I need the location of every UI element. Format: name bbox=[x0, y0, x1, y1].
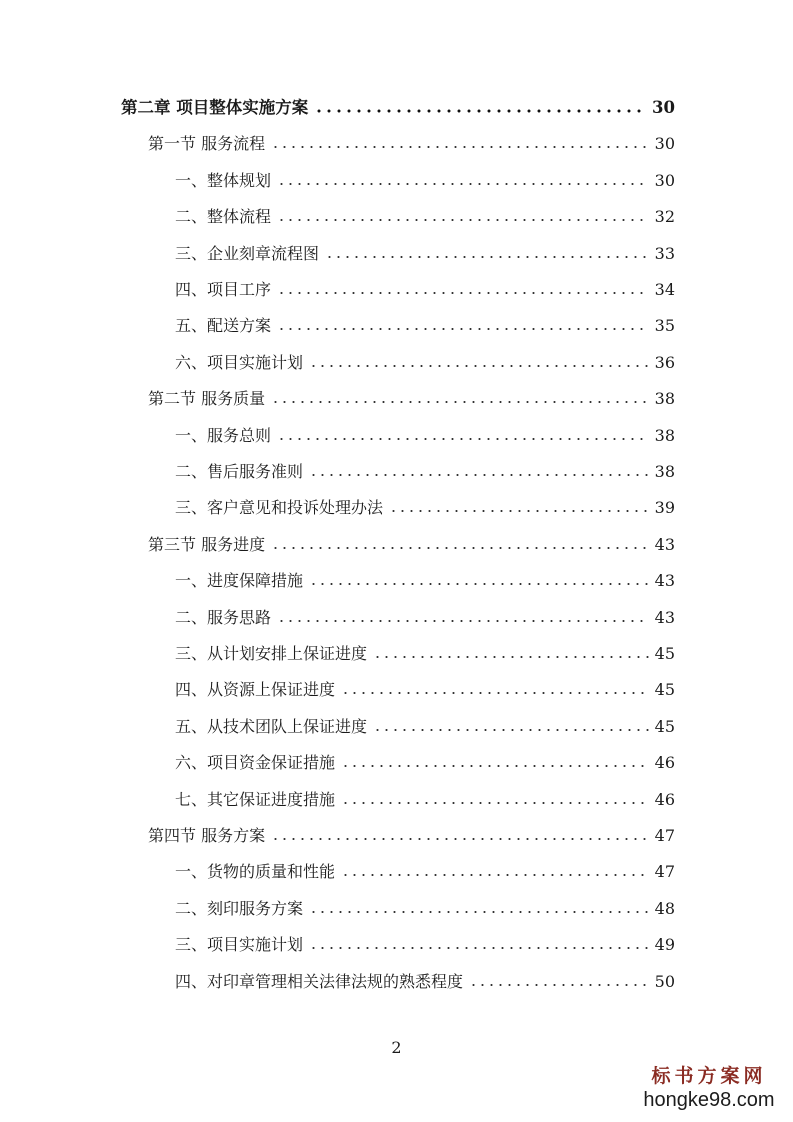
toc-section-row bbox=[148, 531, 675, 555]
watermark-logo bbox=[639, 1064, 779, 1112]
toc-dot-leader bbox=[314, 108, 646, 114]
toc-section-row bbox=[148, 130, 675, 154]
toc-section-row bbox=[148, 385, 675, 409]
toc-dot-leader bbox=[341, 872, 649, 878]
toc-entry-title: 一、整体规划 bbox=[175, 170, 272, 190]
toc-entry-title: 第四节 服务方案 bbox=[148, 826, 266, 845]
toc-entry-title: 三、项目实施计划 bbox=[175, 935, 304, 955]
toc-item-row bbox=[175, 276, 675, 300]
toc-entry-page: 43 bbox=[654, 607, 675, 627]
toc-entry-title: 六、项目实施计划 bbox=[175, 352, 304, 372]
toc-entry-page: 34 bbox=[654, 280, 675, 299]
toc-chapter-row bbox=[121, 94, 675, 118]
toc-item-row bbox=[175, 895, 675, 919]
toc-item-row bbox=[175, 713, 675, 737]
toc-dot-leader bbox=[277, 217, 649, 223]
toc-entry-title: 一、货物的质量和性能 bbox=[175, 862, 336, 882]
toc-dot-leader bbox=[309, 945, 649, 951]
toc-entry-title: 一、服务总则 bbox=[175, 425, 272, 445]
toc-entry-page: 38 bbox=[654, 462, 675, 481]
toc-dot-leader bbox=[271, 836, 649, 842]
toc-entry-page: 46 bbox=[654, 753, 675, 773]
toc-entry-title: 四、从资源上保证进度 bbox=[175, 680, 336, 700]
toc-entry-title: 七、其它保证进度措施 bbox=[175, 789, 336, 809]
toc-item-row bbox=[175, 786, 675, 810]
toc-entry-title: 四、对印章管理相关法律法规的熟悉程度 bbox=[175, 971, 464, 991]
toc-entry-title: 一、进度保障措施 bbox=[175, 571, 304, 591]
toc-entry-page: 33 bbox=[654, 243, 675, 263]
toc-entry-page: 47 bbox=[654, 862, 675, 882]
toc-dot-leader bbox=[271, 399, 649, 405]
toc-entry-title: 三、企业刻章流程图 bbox=[175, 243, 320, 263]
watermark-text-cn: 标书方案网 bbox=[651, 1065, 767, 1087]
toc-entry-page: 35 bbox=[654, 316, 675, 336]
toc-item-row bbox=[175, 494, 675, 518]
toc-entry-page: 38 bbox=[654, 389, 675, 409]
toc-dot-leader bbox=[325, 254, 649, 260]
toc-entry-page: 30 bbox=[654, 134, 675, 154]
toc-entry-page: 43 bbox=[654, 571, 675, 591]
toc-entry-title: 二、服务思路 bbox=[175, 607, 272, 627]
toc-dot-leader bbox=[373, 727, 649, 733]
toc-item-row bbox=[175, 640, 675, 664]
toc-entry-title: 二、整体流程 bbox=[175, 207, 272, 227]
toc-dot-leader bbox=[341, 690, 649, 696]
toc-entry-page: 38 bbox=[654, 425, 675, 445]
watermark-text-en: hongke98.com bbox=[643, 1089, 775, 1111]
toc-item-row bbox=[175, 349, 675, 373]
toc-entry-title: 二、售后服务准则 bbox=[175, 462, 304, 481]
toc-dot-leader bbox=[309, 909, 649, 915]
toc-dot-leader bbox=[277, 290, 649, 296]
toc-entry-page: 36 bbox=[654, 352, 675, 372]
toc-entry-title: 六、项目资金保证措施 bbox=[175, 753, 336, 773]
toc-item-row bbox=[175, 567, 675, 591]
toc-dot-leader bbox=[277, 436, 649, 442]
toc-item-row bbox=[175, 167, 675, 191]
toc-item-row bbox=[175, 458, 675, 482]
toc-item-row bbox=[175, 422, 675, 446]
toc-item-row bbox=[175, 968, 675, 992]
toc-dot-leader bbox=[373, 654, 649, 660]
toc-section-row bbox=[148, 822, 675, 846]
toc-entry-page: 45 bbox=[654, 644, 675, 663]
toc-dot-leader bbox=[277, 326, 649, 332]
toc-item-row bbox=[175, 676, 675, 700]
toc-item-row bbox=[175, 604, 675, 628]
toc-item-row bbox=[175, 203, 675, 227]
toc-entry-title: 二、刻印服务方案 bbox=[175, 898, 304, 918]
toc-entry-page: 50 bbox=[654, 971, 675, 991]
toc-entry-title: 第二章 项目整体实施方案 bbox=[121, 98, 309, 117]
toc-entry-title: 三、从计划安排上保证进度 bbox=[175, 644, 368, 663]
toc-dot-leader bbox=[309, 472, 649, 478]
toc-item-row bbox=[175, 858, 675, 882]
toc-item-row bbox=[175, 931, 675, 955]
toc-entry-page: 32 bbox=[654, 207, 675, 227]
toc-entry-title: 第三节 服务进度 bbox=[148, 534, 266, 554]
toc-item-row bbox=[175, 240, 675, 264]
toc-dot-leader bbox=[341, 800, 649, 806]
toc-entry-page: 39 bbox=[654, 498, 675, 518]
toc-dot-leader bbox=[277, 618, 649, 624]
toc-entry-page: 45 bbox=[654, 716, 675, 736]
toc-entry-page: 47 bbox=[654, 826, 675, 845]
toc-dot-leader bbox=[389, 508, 649, 514]
toc-entry-title: 五、从技术团队上保证进度 bbox=[175, 716, 368, 736]
toc-dot-leader bbox=[309, 581, 649, 587]
toc-entry-page: 45 bbox=[654, 680, 675, 700]
toc-entry-title: 四、项目工序 bbox=[175, 280, 272, 299]
toc-dot-leader bbox=[469, 982, 649, 988]
page-number: 2 bbox=[391, 1038, 402, 1057]
toc-entry-title: 第二节 服务质量 bbox=[148, 389, 266, 409]
toc-entry-page: 48 bbox=[654, 898, 675, 918]
toc-dot-leader bbox=[277, 181, 649, 187]
toc-entry-page: 43 bbox=[654, 534, 675, 554]
toc-entry-page: 46 bbox=[654, 789, 675, 809]
toc-entry-title: 五、配送方案 bbox=[175, 316, 272, 336]
toc-dot-leader bbox=[271, 545, 649, 551]
toc-item-row bbox=[175, 749, 675, 773]
toc-dot-leader bbox=[341, 763, 649, 769]
toc-item-row bbox=[175, 312, 675, 336]
toc-dot-leader bbox=[309, 363, 649, 369]
toc-entry-page: 30 bbox=[652, 98, 675, 117]
toc-entry-title: 三、客户意见和投诉处理办法 bbox=[175, 498, 384, 518]
toc-dot-leader bbox=[271, 144, 649, 150]
toc-entry-page: 30 bbox=[654, 170, 675, 190]
toc-entry-page: 49 bbox=[654, 935, 675, 955]
toc-entry-title: 第一节 服务流程 bbox=[148, 134, 266, 154]
